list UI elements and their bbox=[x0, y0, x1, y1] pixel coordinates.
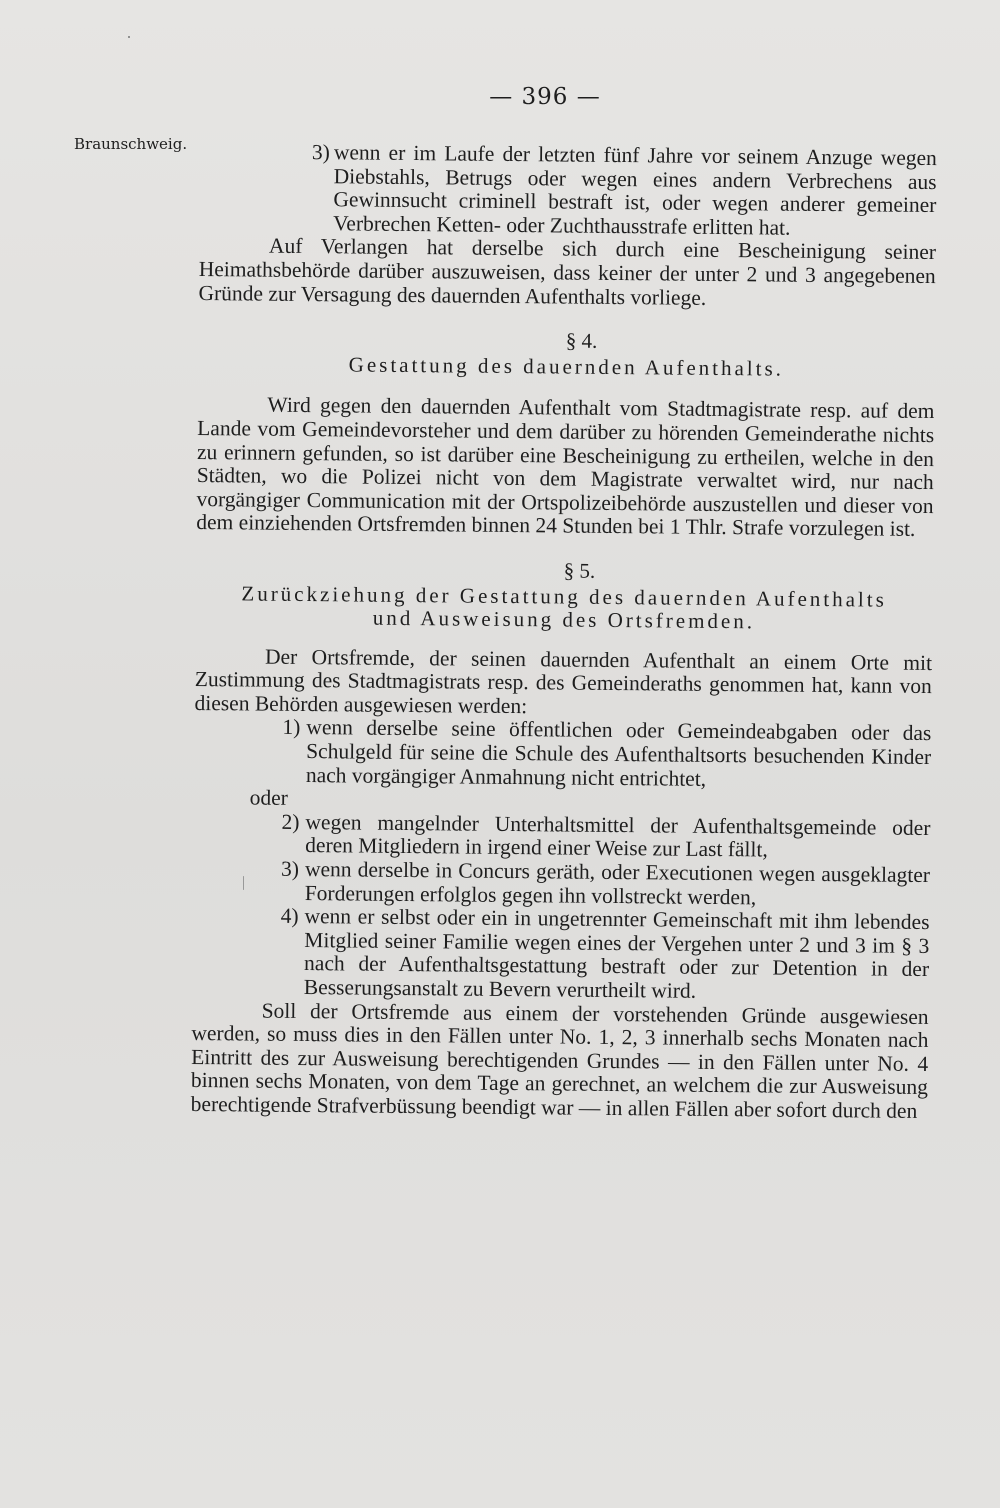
list-item-number: 3) bbox=[311, 140, 331, 165]
list-item bbox=[193, 857, 930, 911]
section-heading-5: § 5. bbox=[563, 558, 596, 583]
paper-speck bbox=[243, 876, 244, 890]
list-item-number: 1) bbox=[282, 715, 301, 740]
margin-note: Braunschweig. bbox=[74, 135, 188, 153]
section-title-4: Gestattung des dauernden Aufenthalts. bbox=[348, 352, 785, 381]
list-item-number: 3) bbox=[280, 856, 300, 882]
list-item-text: wenn derselbe seine öffentlichen oder Gemeindeabgaben oder das Schulgeld für seine die Schule des Aufenthaltsorts besuchenden Kinder nach vorgängiger Anmahnung nicht entrichtet, bbox=[305, 715, 932, 791]
paragraph: Auf Verlangen hat derselbe sich durch eine Bescheinigung seiner Heimathsbehörde darüber auszuweisen, dass keiner der unter 2 und 3 angegebenen Gründe zur Versagung des dauernden Aufenthalts vorliege. bbox=[198, 234, 937, 310]
conjunction: oder bbox=[249, 785, 289, 811]
list-item-text: wenn derselbe in Concurs geräth, oder Executionen wegen ausgeklagter Forderungen erfolglos gegen ihn vollstreckt werden, bbox=[304, 857, 931, 909]
list-item bbox=[193, 810, 930, 864]
section-title-line: und Ausweisung des Ortsfremden. bbox=[372, 605, 756, 634]
list-item bbox=[199, 140, 937, 241]
list-item bbox=[194, 715, 932, 793]
section-heading-4: § 4. bbox=[565, 328, 598, 353]
section-title-5 bbox=[195, 581, 932, 635]
list-item-text: wenn er im Laufe der letzten fünf Jahre vor seinem Anzuge wegen Diebstahls, Betrugs oder wegen eines andern Verbrechens aus Gewinnsucht criminell bestraft ist, oder wegen anderer gemeiner Verbrechen Ketten- oder Zuchthausstrafe erlitten hat. bbox=[333, 140, 937, 240]
paragraph: Soll der Ortsfremde aus einem der vorstehenden Gründe ausgewiesen werden, so muss dies in den Fällen unter No. 1, 2, 3 innerhalb sechs Monaten nach Eintritt des zur Ausweisung berechtigenden Grundes — in den Fällen unter No. 4 binnen sechs Monaten, von dem Tage an gerechnet, an welchem die zur Ausweisung berechtigende Strafverbüssung beendigt war — in allen Fällen aber sofort durch den bbox=[190, 998, 929, 1123]
paragraph: Wird gegen den dauernden Aufenthalt vom Stadtmagistrate resp. auf dem Lande vom Gemeindevorsteher und dem darüber zu hörenden Gemeinderathe nichts zu erinnern gefunden, so ist darüber eine Bescheinigung zu ertheilen, welche in den Städten, wo die Polizei nicht von dem Magistrate verwaltet wird, nur nach vorgängiger Communication mit der Ortspolizeibehörde auszustellen und dieser von dem einziehenden Ortsfremden binnen 24 Stunden bei 1 Thlr. Strafe vorzulegen ist. bbox=[196, 393, 935, 542]
list-item-text: wegen mangelnder Unterhaltsmittel der Aufenthaltsgemeinde oder deren Mitgliedern in irgend einer Weise zur Last fällt, bbox=[305, 809, 931, 862]
list-item-text: wenn er selbst oder ein in ungetrennter Gemeinschaft mit ihm lebendes Mitglied seiner Familie wegen eines der Vergehen unter 2 und 3 im § 3 nach der Aufenthaltsgestattung bestraft oder zur Detention in der Besserungsanstalt zu Bevern verurtheilt wird. bbox=[303, 904, 930, 1003]
paper-speck bbox=[128, 36, 130, 38]
section-title-line: Zurückziehung der Gestattung des dauernden Aufenthalts bbox=[241, 580, 887, 612]
list-item bbox=[192, 904, 930, 1005]
body-text bbox=[191, 140, 937, 1124]
list-item-number: 4) bbox=[280, 904, 299, 929]
page-number: — 396 — bbox=[489, 84, 601, 110]
paragraph: Der Ortsfremde, der seinen dauernden Aufenthalt an einem Orte mit Zustimmung des Stadtmagistrats resp. des Gemeinderaths genommen hat, kann von diesen Behörden ausgewiesen werden: bbox=[194, 644, 933, 719]
list-item-number: 2) bbox=[281, 809, 300, 834]
